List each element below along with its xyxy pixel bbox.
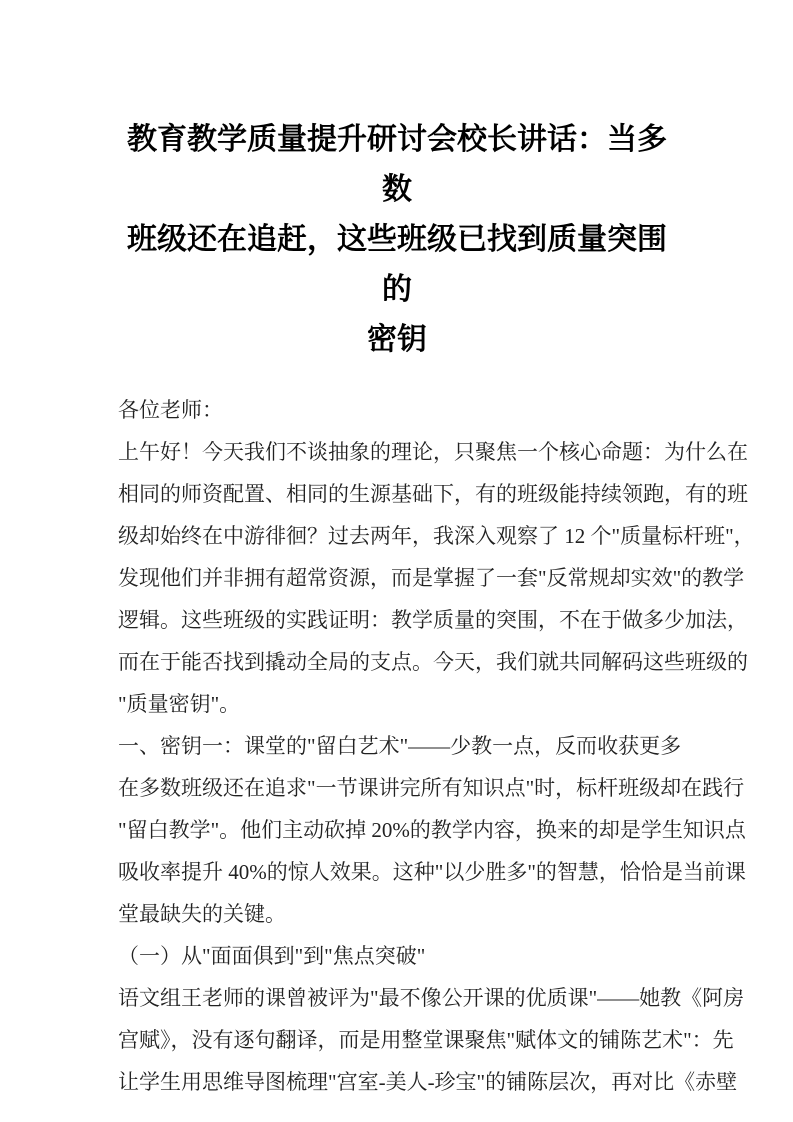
title-line: 密钥 [367, 322, 427, 357]
text-line: （一）从"面面俱到"到"焦点突破" [118, 944, 426, 968]
text-line: 一、密钥一：课堂的"留白艺术"——少教一点，反而收获更多 [118, 734, 682, 758]
text-line: "质量密钥"。 [118, 692, 241, 716]
title-line: 班级还在追赶，这些班级已找到质量突围的 [127, 222, 667, 307]
text-line: 上午好！今天我们不谈抽象的理论，只聚焦一个核心命题：为什么在 [118, 440, 748, 464]
paragraph-key-one-body [118, 767, 746, 935]
text-line: 语文组王老师的课曾被评为"最不像公开课的优质课"——她教《阿房 [118, 986, 745, 1010]
title-line: 教育教学质量提升研讨会校长讲话：当多数 [127, 122, 667, 207]
text-line: 级却始终在中游徘徊？过去两年，我深入观察了 12 个"质量标杆班"， [118, 524, 755, 548]
text-line: 各位老师： [118, 398, 223, 422]
text-line: 发现他们并非拥有超常资源，而是掌握了一套"反常规却实效"的教学 [118, 566, 745, 590]
text-line: 逻辑。这些班级的实践证明：教学质量的突围，不在于做多少加法， [118, 608, 748, 632]
paragraph-example-wang [118, 977, 745, 1103]
text-line: "留白教学"。他们主动砍掉 20%的教学内容，换来的却是学生知识点 [118, 818, 746, 842]
text-line: 吸收率提升 40%的惊人效果。这种"以少胜多"的智慧，恰恰是当前课 [118, 860, 746, 884]
document-body [118, 389, 755, 1103]
document-title [118, 115, 676, 365]
text-line: 相同的师资配置、相同的生源基础下，有的班级能持续领跑，有的班 [118, 482, 748, 506]
paragraph-intro [118, 431, 755, 725]
document-content [0, 115, 793, 1103]
paragraph-greeting [118, 389, 676, 431]
text-line: 让学生用思维导图梳理"宫室-美人-珍宝"的铺陈层次，再对比《赤壁 [118, 1070, 738, 1094]
text-line: 在多数班级还在追求"一节课讲完所有知识点"时，标杆班级却在践行 [118, 776, 745, 800]
text-line: 宫赋》，没有逐句翻译，而是用整堂课聚焦"赋体文的铺陈艺术"：先 [118, 1028, 734, 1052]
section-heading-key-one [118, 725, 682, 767]
subsection-heading-focus [118, 935, 676, 977]
text-line: 而在于能否找到撬动全局的支点。今天，我们就共同解码这些班级的 [118, 650, 748, 674]
text-line: 堂最缺失的关键。 [118, 902, 286, 926]
